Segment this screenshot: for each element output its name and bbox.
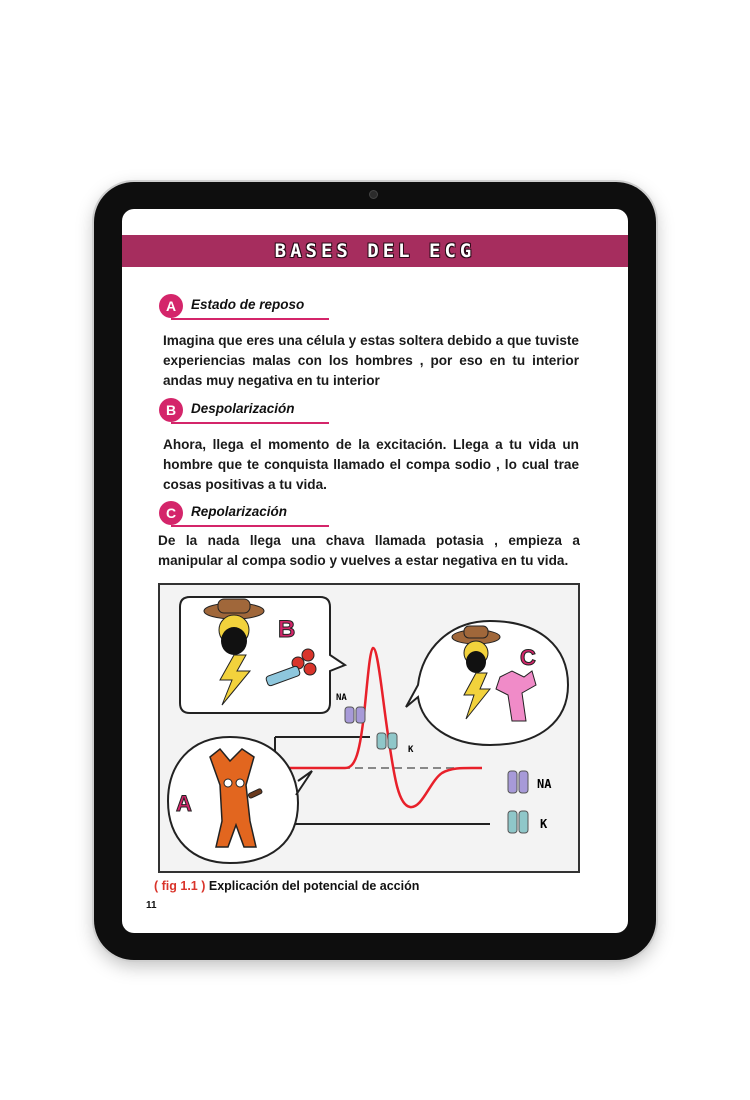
figure-caption [154, 879, 419, 893]
section-badge: C [159, 501, 183, 525]
legend-na-label: NA [537, 777, 552, 791]
beard-icon [466, 651, 486, 673]
section-text-b: Ahora, llega el momento de la excitación. Llega a tu vida un hombre que te conquista llamado el compa sodio , lo cual trae cosas positivas a tu vida. [163, 437, 579, 492]
caption-figure-ref: ( fig 1.1 ) [154, 879, 206, 893]
camera-icon [369, 190, 378, 199]
section-underline [171, 422, 329, 424]
flower-icon [304, 663, 316, 675]
flower-icon [302, 649, 314, 661]
k-channel-icon [377, 733, 386, 749]
section-text-c: De la nada llega una chava llamada potasia , empieza a manipular al compa sodio y vuelves a estar negativa en tu vida. [158, 533, 580, 568]
page-title: BASES DEL ECG [274, 240, 476, 262]
panel-c-label: C [520, 645, 536, 670]
header-band [122, 235, 628, 267]
k-channel-icon [388, 733, 397, 749]
section-heading-b [159, 398, 339, 424]
channel-na-label: NA [336, 693, 347, 703]
beard-icon [221, 627, 247, 655]
tablet-screen [122, 209, 628, 933]
section-heading-a [159, 294, 339, 320]
hat-icon [218, 599, 250, 613]
hat-icon [464, 626, 488, 638]
eye-icon [236, 779, 244, 787]
panel-a-label: A [176, 791, 192, 816]
tablet-frame [94, 182, 656, 960]
section-underline [171, 318, 329, 320]
figure-illustration [160, 585, 578, 871]
section-underline [171, 525, 329, 527]
legend-k-icon [519, 811, 528, 833]
legend-na-icon [508, 771, 517, 793]
panel-b-bubble [180, 597, 345, 713]
section-text-a: Imagina que eres una célula y estas soltera debido a que tuviste experiencias malas con los hombres , por eso en tu interior andas muy negativa en tu interior [163, 333, 579, 388]
page-number: 11 [146, 900, 157, 911]
section-title: Repolarización [191, 504, 288, 519]
section-title: Estado de reposo [191, 297, 305, 312]
caption-text: Explicación del potencial de acción [205, 879, 420, 893]
legend-k-label: K [540, 817, 548, 831]
na-channel-icon [356, 707, 365, 723]
channel-k-label: K [408, 745, 414, 755]
section-badge: B [159, 398, 183, 422]
legend-na-icon [519, 771, 528, 793]
section-heading-c [159, 501, 339, 527]
eye-icon [224, 779, 232, 787]
section-title: Despolarización [191, 401, 295, 416]
panel-b-label: B [278, 616, 296, 643]
na-channel-icon [345, 707, 354, 723]
legend-k-icon [508, 811, 517, 833]
section-badge: A [159, 294, 183, 318]
action-potential-figure [158, 583, 580, 873]
